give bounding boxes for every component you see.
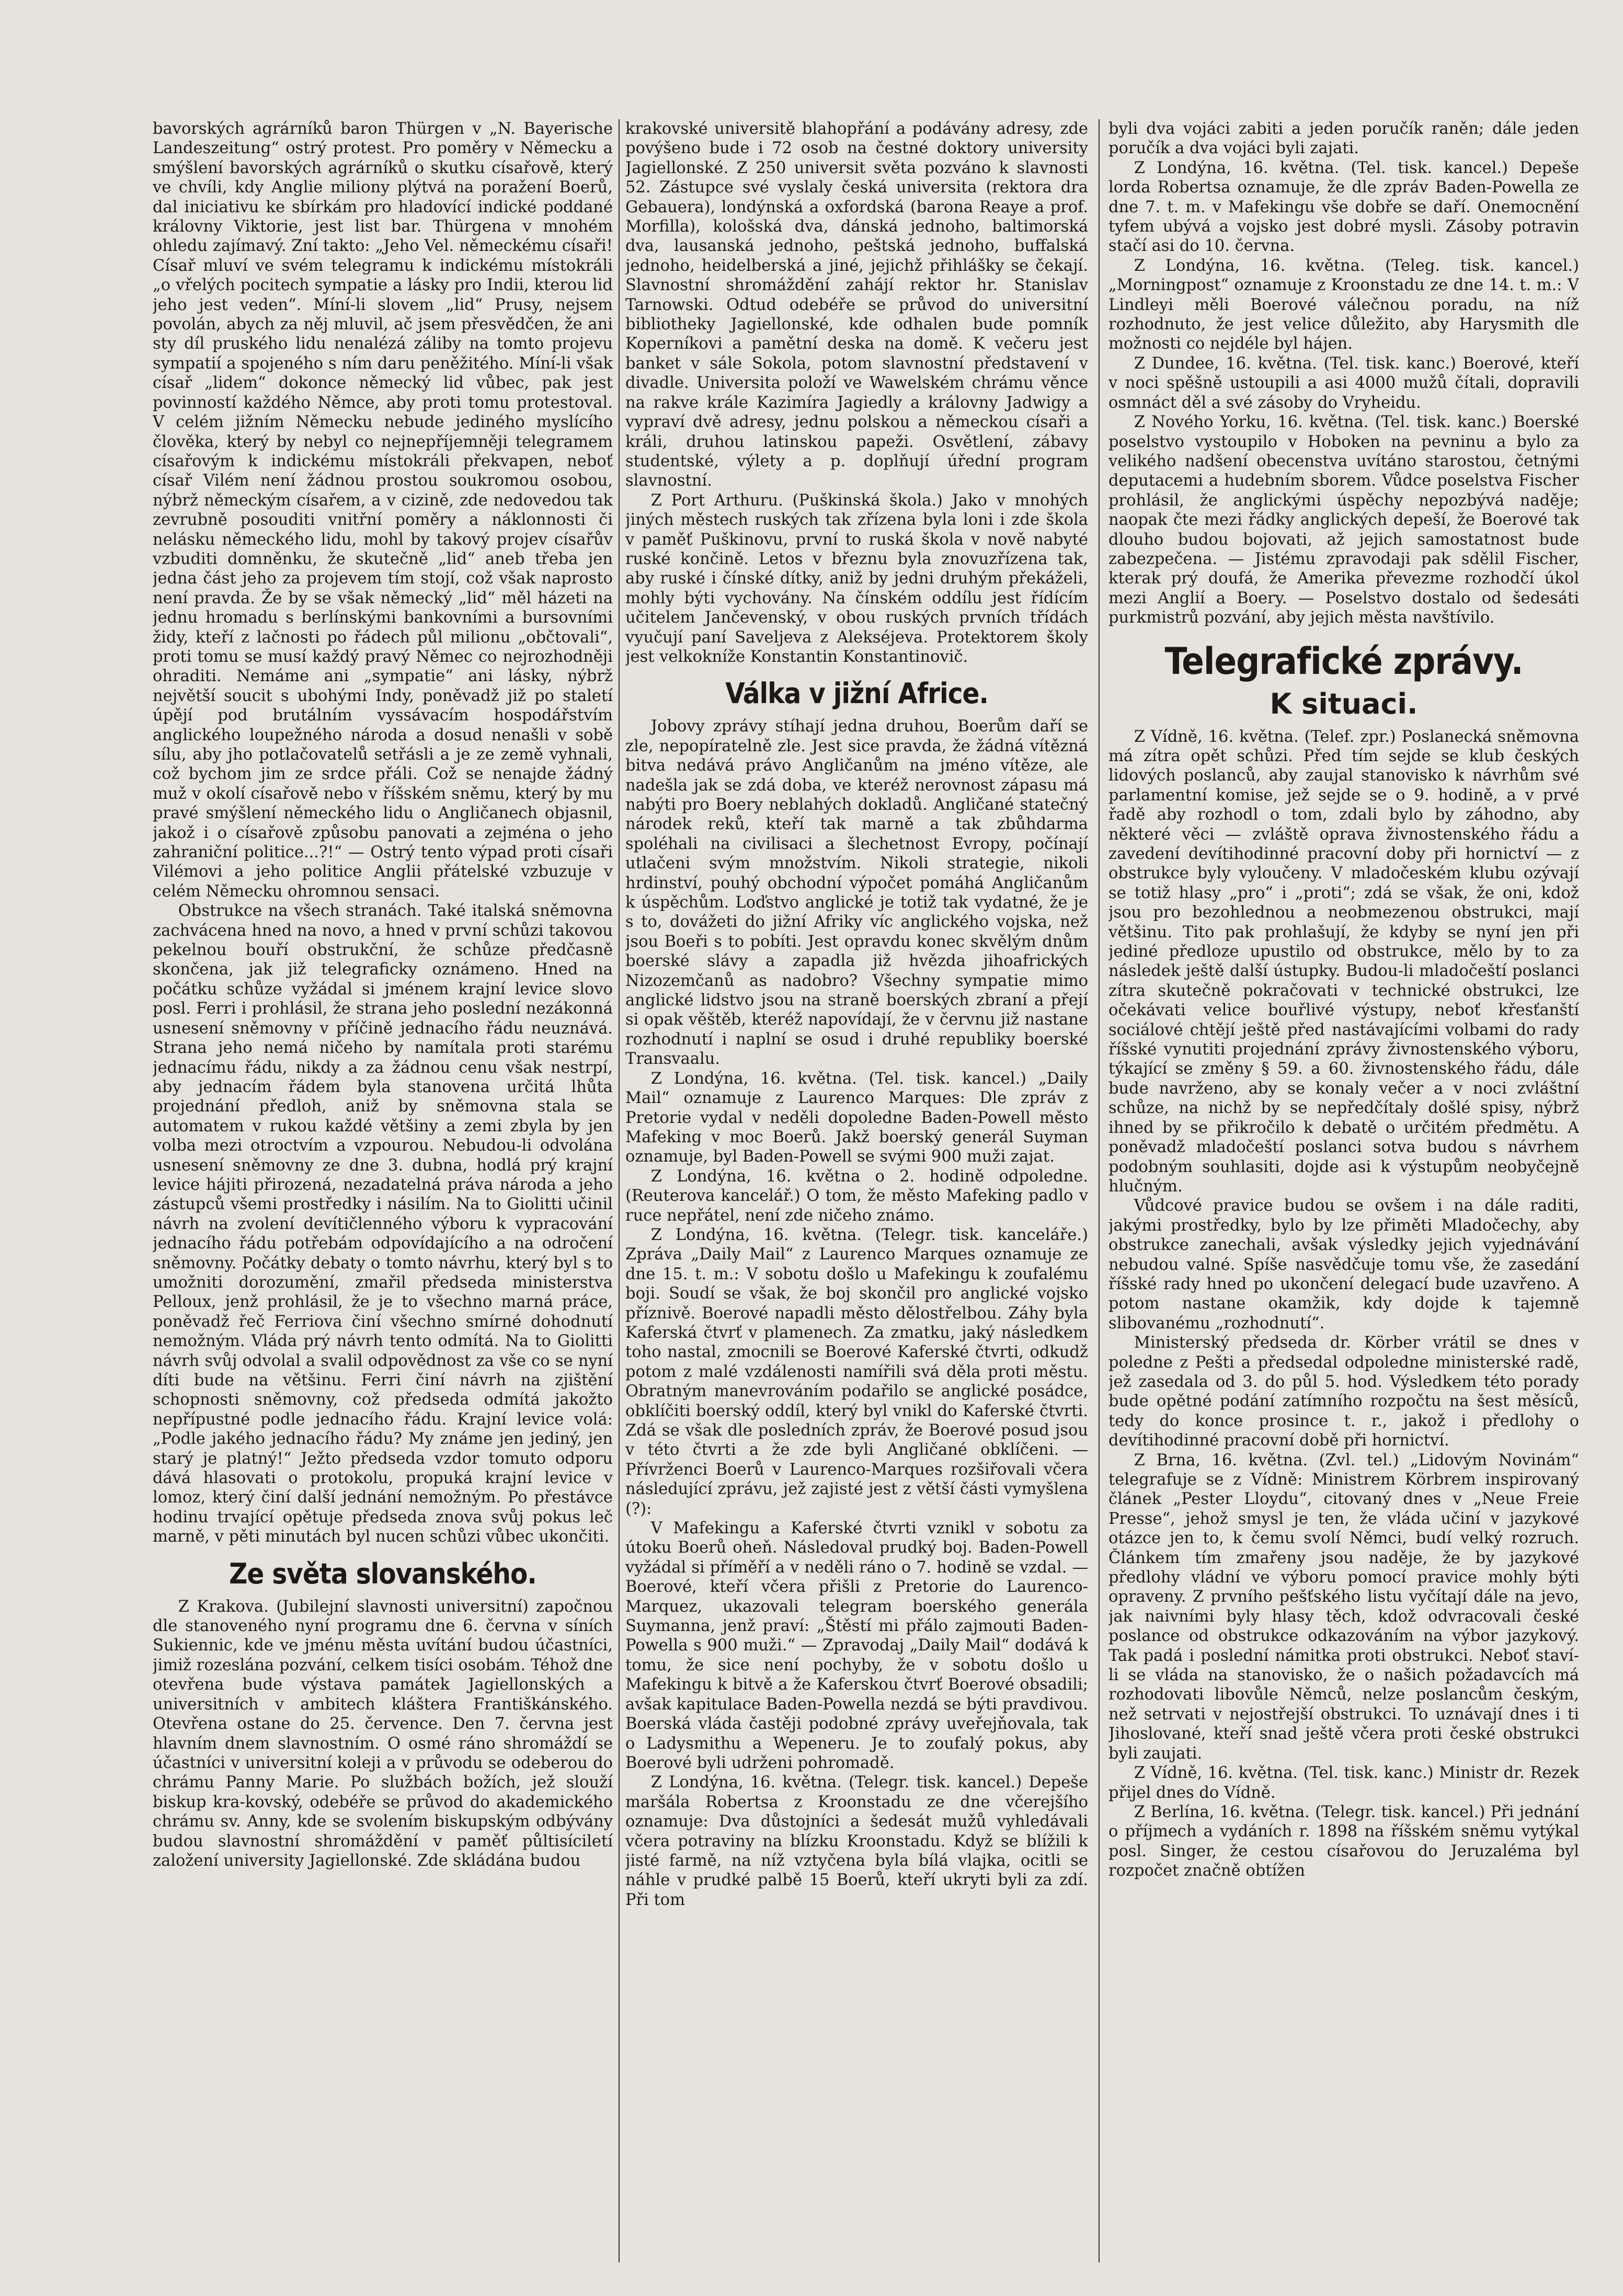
section-subheading: K situaci.: [1270, 687, 1418, 720]
dispatch-paragraph: Z Berlína, 16. května. (Telegr. tisk. kancel.) Při jednání o příjmech a vydáních r. 1898 na říšském sněmu vytýkal posl. Singer, že cestou císařovou do Jeruzaléma byl rozpočet značně obtížen: [1108, 1803, 1579, 1880]
article-paragraph: Vůdcové pravice budou se ovšem i na dále raditi, jakými prostředky, bylo by lze přiměti Mladočechy, aby obstrukce zanechali, avšak výsledky jejich vyjednávání nebudou valné. Spíše nasvědčuje tomu vše, že zasedání říšské rady hned po ukončení delegací bude uzavřeno. A potom nastane okamžik, kdy dojde k tajemně slibovanému „rozhodnutí“.: [1108, 1197, 1579, 1333]
article-paragraph: Z Port Arthuru. (Puškinská škola.) Jako v mnohých jiných městech ruských tak zřízena byla loni i zde škola v paměť Puškinovu, první to ruská škola v nově nabyté ruské končině. Letos v březnu byla znovuzřízena tak, aby ruské i čínské dítky, aniž by jedni druhým překáželi, mohly býti vychovány. Na čínském oddílu jest řídícím učitelem Jančevenský, v obou ruských prvních třídách vyučují paní Saveljeva z Alekséjeva. Protektorem školy jest velkokníže Konstantin Konstantinovič.: [625, 491, 1088, 666]
article-paragraph: bavorských agrárníků baron Thürgen v „N. Bayerische Landeszeitung“ ostrý protest. Pro poměry v Německu a smýšlení bavorských agrárníků o skutku císařově, který ve chvíli, kdy Anglie miliony plýtvá na poražení Boerů, dal iniciativu ke sbírkám pro hladovící indické poddané královny Viktorie, jest list bar. Thürgena v mnohém ohledu zajímavý. Zní takto: „Jeho Vel. německému císaři! Císař mluví ve svém telegramu k indickému místokráli „o vřelých pocitech sympatie a lásky pro Indii, kterou lid jeho jest veden“. Míní-li slovem „lid“ Prusy, nejsem povolán, abych za něj mluvil, ač jsem přesvědčen, že ani sty díl pruského lidu nenalézá záliby na tomto projevu sympatií a spojeného s ním daru peněžitého. Míní-li však císař „lidem“ dokonce německý lid vůbec, pak jest povinností každého Němce, aby proti tomu protestoval. V celém jižním Německu nebude jediného myslícího člověka, který by nebyl co nejnepříjemněji telegramem císařovým k indickému místokráli překvapen, neboť císař Vilém není žádnou prostou soukromou osobou, nýbrž německým císařem, a v cizině, zde nedovedou tak zevrubně posouditi vnitřní poměry a náklonnosti či nelásku německého lidu, mohl by takový projev císařův vzbuditi domněnku, že skutečně „lid“ aneb třeba jen jedna část jeho za projevem tím stojí, což však naprosto není pravda. Že by se však německý „lid“ měl házeti na jednu hromadu s berlínskými bankovními a bursovními židy, kteří z lačnosti po řádech půl milionu „občtovali“, proti tomu se musí každý pravý Němec co nejrozhodněji ohraditi. Nemáme ani „sympatie“ ani lásky, nýbrž největší soucit s ubohými Indy, poněvadž již po staletí úpějí pod brutálním vyssávacím hospodářstvím anglického loupežného národa a dosud nenašli v sobě sílu, aby jho potlačovatelů setřásli a je ze země vyhnali, což bychom jim ze srdce přáli. Což se nenajde žádný muž v okolí císařově nebo v říšském sněmu, který by mu pravé smýšlení německého lidu o Angličanech objasnil, jakož i o císařově způsobu panovati a zejména o jeho zahraniční politice...?!“ — Ostrý tento výpad proti císaři Vilémovi a jeho politice Anglii přátelské vzbuzuje v celém Německu ohromnou sensaci.: [153, 120, 613, 901]
section-heading: Telegrafické zprávy.: [1164, 639, 1523, 683]
dispatch-paragraph: Z Nového Yorku, 16. května. (Tel. tisk. kanc.) Boerské poselstvo vystoupilo v Hoboken na pevninu a bylo za velikého nadšení obecenstva uvítáno starostou, četnými deputacemi a hudebním sborem. Vůdce poselstva Fischer prohlásil, že anglickými úspěchy nepozbývá naděje; naopak čte mezi řádky anglických depeší, že Boerové tak dlouho budou bojovati, až jejich samostatnost bude zabezpečena. — Jistému zpravodaji pak sdělil Fischer, kterak prý doufá, že Amerika převezme rozhodčí úkol mezi Anglií a Boery. — Poselstvo dostalo od šedesáti purkmistrů pozvání, aby jejich města navštívilo.: [1108, 413, 1579, 627]
column-rule: [1099, 119, 1100, 2263]
section-heading: Ze světa slovanského.: [229, 1557, 536, 1590]
dispatch-paragraph: Z Vídně, 16. května. (Tel. tisk. kanc.) Ministr dr. Rezek přijel dnes do Vídně.: [1108, 1764, 1579, 1802]
section-heading: Válka v jižní Africe.: [725, 677, 988, 710]
column-2: [625, 119, 1088, 2263]
column-1: [153, 119, 613, 2263]
dispatch-paragraph: Z Brna, 16. května. (Zvl. tel.) „Lidovým Novinám“ telegrafuje se z Vídně: Ministrem Körbrem inspirovaný článek „Pester Lloydu“, citovaný dnes v „Neue Freie Presse“, jehož smysl je ten, že vláda učiní v jazykové otázce jen to, k čemu svolí Němci, budí velký rozruch. Článkem tím zmařeny jsou naděje, že by jazykové předlohy vládní ve výboru pomocí pravice mohly býti opraveny. Z prvního pešťského listu vyčítají dále na jevo, jak naivními byly hlasy těch, kdož odvracovali české poslance od obstrukce odkazováním na výbor jazykový. Tak padá i poslední námitka proti obstrukci. Neboť staví-li se vláda na stanovisko, že o našich požadavcích má rozhodovati libovůle Němců, nelze poslancům českým, než setrvati v nejostřejší obstrukci. To uznávají dnes i ti Jihoslované, kteří snad ještě včera proti české obstrukci byli zaujati.: [1108, 1451, 1579, 1763]
dispatch-paragraph: Z Dundee, 16. května. (Tel. tisk. kanc.) Boerové, kteří v noci spěšně ustoupili a asi 4000 mužů čítali, dopravili osmnáct děl a své zásoby do Vryheidu.: [1108, 354, 1579, 412]
article-paragraph: Ministerský předseda dr. Körber vrátil se dnes v poledne z Pešti a předsedal odpoledne ministerské radě, jež zasedala od 3. do půl 5. hod. Výsledkem této porady bude opětné podání zatímního rozpočtu na šest měsíců, tedy do konce prosince t. r., jakož i předlohy o devítihodinné pracovní době při hornictví.: [1108, 1334, 1579, 1450]
dispatch-paragraph: Z Londýna, 16. května. (Telegr. tisk. kanceláře.) Zpráva „Daily Mail“ z Laurenco Marques oznamuje ze dne 15. t. m.: V sobotu došlo u Mafekingu k zoufalému boji. Soudí se však, že boj skončil pro anglické vojsko příznivě. Boerové napadli město dělostřelbou. Záhy byla Kaferská čtvrť v plamenech. Za zmatku, jaký následkem toho nastal, zmocnili se Boerové Kaferské čtvrti, odkudž potom z malé vzdálenosti namířili svá děla proti městu. Obratným manevrováním podařilo se anglické posádce, obklíčiti boerský oddíl, který byl vnikl do Kaferské čtvrti. Zdá se však dle posledních zpráv, že Boerové posud jsou v této čtvrti a že zde byli Angličané obklíčeni. — Přívrženci Boerů v Laurenco-Marques rozšiřovali včera následující zprávu, jež zajisté jest z větší části vymyšlena (?):: [625, 1225, 1088, 1518]
dispatch-paragraph: Z Londýna, 16. května. (Teleg. tisk. kancel.) „Morningpost“ oznamuje z Kroonstadu ze dne 14. t. m.: V Lindleyi měli Boerové válečnou poradu, na níž rozhodnuto, že jest velice důležito, aby Harysmith dle možnosti co nejdéle byl hájen.: [1108, 256, 1579, 353]
article-paragraph: krakovské universitě blahopřání a podávány adresy, zde povýšeno bude i 72 osob na čestné doktory university Jagiellonské. Z 250 universit světa pozváno k slavnosti 52. Zástupce své vyslaly česká universita (rektora dra Gebauera), londýnská a oxfordská (barona Reaye a prof. Morfilla), kološská dva, dánská jednoho, baltimorská dva, lausanská jednoho, peštská jednoho, buffalská jednoho, heidelberská a jiné, jejichž přihlášky se čekají. Slavnostní shromáždění zahájí rektor hr. Stanislav Tarnowski. Odtud odebéře se průvod do universitní bibliotheky Jagiellonské, kde odhalen bude pomník Koperníkovi a pamětní deska na domě. K večeru jest banket v sále Sokola, potom slavnostní představení v divadle. Universita položí ve Wawelském chrámu věnce na rakve krále Kazimíra Jagiedly a královny Jadwigy a vypraví dvě adresy, jednu polskou a německou císaři a králi, druhou latinskou papeži. Osvětlení, zábavy studentské, výlety a p. doplňují úřední program slavnostní.: [625, 120, 1088, 490]
dispatch-paragraph: Z Vídně, 16. května. (Telef. zpr.) Poslanecká sněmovna má zítra opět schůzi. Před tím sejde se klub českých lidových poslanců, aby zaujal stanovisko k návrhům své parlamentní komise, jež sejde se o 9. hodině, a v prvé řadě aby rozhodl o tom, zdali bylo by záhodno, aby některé věci — zvláště oprava živnostenského řádu a zavedení devítihodinné pracovní doby při hornictví — z obstrukce byly vyloučeny. V mladočeském klubu ozývají se totiž hlasy „pro“ i „proti“; zdá se však, že oni, kdož jsou pro bezohlednou a neobmezenou obstrukci, mají většinu. Tito pak prohlašují, že kdyby se nyní jen při jediné předloze upustilo od obstrukce, mělo by to za následek ještě další ústupky. Budou-li mladočeští poslanci zítra skutečně pokračovati v technické obstrukci, lze očekávati velice bouřlivé výstupy, neboť křesťanští sociálové chtějí ještě před nastávajícími volbami do rady říšské vynutiti projednání zprávy živnostenského výboru, týkající se změny § 59. a 60. živnostenského řádu, dále bude navrženo, aby se konaly večer a v noci zvláštní schůze, na nichž by se nepředčítaly došlé spisy, nýbrž ihned by se přikročilo k debatě o určitém předmětu. A poněvadž mladočeští poslanci sotva budou s návrhem podobným souhlasiti, dojde asi k výstupům neobyčejně hlučným.: [1108, 727, 1579, 1196]
dispatch-paragraph: Z Londýna, 16. května o 2. hodině odpoledne. (Reuterova kancelář.) O tom, že město Mafeking padlo v ruce nepřátel, není zde ničeho známo.: [625, 1167, 1088, 1225]
article-paragraph: Jobovy zprávy stíhají jedna druhou, Boerům daří se zle, nepopíratelně zle. Jest sice pravda, že žádná vítězná bitva nedává právo Angličanům na jméno vítěze, ale nadešla jak se zdá doba, ve kteréž nerovnost zápasu má nabýti pro Boery neblahých dokladů. Angličané statečný národek reků, kteří tak marně a tak zbůhdarma spoléhali na civilisaci a šlechetnost Evropy, počínají utlačeni svým množstvím. Nikoli strategie, nikoli hrdinství, pouhý obchodní výpočet pomáhá Angličanům k úspěchům. Loďstvo anglické je totiž tak vydatné, že je s to, dovážeti do jižní Afriky víc anglického vojska, než jsou Boeři s to pobíti. Jest opravdu konec skvělým dnům boerské slávy a zapadla již hvězda jihoafrických Nizozemčanů as nadobro? Všechny sympatie mimo anglické lidstvo jsou na straně boerských zbraní a přejí si opak věštěb, kteréž napovídají, že v červnu již nastane rozhodnutí i naplní se osud i druhé republiky boerské Transvaalu.: [625, 717, 1088, 1069]
dispatch-paragraph: Z Londýna, 16. května. (Tel. tisk. kancel.) „Daily Mail“ oznamuje z Laurenco Marques: Dle zpráv z Pretorie vydal v neděli dopoledne Baden-Powell město Mafeking v moc Boerů. Jakž boerský generál Suyman oznamuje, byl Baden-Powell se svými 900 muži zajat.: [625, 1069, 1088, 1166]
dispatch-paragraph: byli dva vojáci zabiti a jeden poručík raněn; dále jeden poručík a dva vojáci byli zajati.: [1108, 120, 1579, 158]
column-rule: [619, 119, 620, 2263]
dispatch-paragraph: Z Londýna, 16. května. (Telegr. tisk. kancel.) Depeše maršála Robertsa z Kroonstadu ze dne včerejšího oznamuje: Dva důstojníci a šedesát mužů vyhledávali včera potraviny na blízku Kroonstadu. Když se blížili k jisté farmě, na níž vztyčena byla bílá vlajka, ocitli se náhle v prudké palbě 15 Boerů, kteří ukryti byli za zdí. Při tom: [625, 1773, 1088, 1909]
article-paragraph: Z Krakova. (Jubilejní slavnosti universitní) započnou dle stanoveného nyní programu dne 6. června v síních Sukiennic, kde ve jménu města uvítání budou účastníci, jimiž rozeslána pozvání, celkem tisíci osobám. Téhož dne otevřena bude výstava památek Jagiellonských a universitních v ambitech kláštera Františkánského. Otevřena ostane do 25. července. Den 7. června jest hlavním dnem slavnostním. O osmé ráno shromáždí se účastníci v universitní koleji a v průvodu se odeberou do chrámu Panny Marie. Po službách božích, jež slouží biskup kra-kovský, odebéře se průvod do akademického chrámu sv. Anny, kde se svolením biskupským odbývány budou slavnostní shromáždění v paměť půltisíciletí založení university Jagiellonské. Zde skládána budou: [153, 1597, 613, 1870]
dispatch-paragraph: V Mafekingu a Kaferské čtvrti vznikl v sobotu za útoku Boerů oheň. Následoval prudký boj. Baden-Powell vyžádal si příměří a v neděli ráno o 7. hodině se vzdal. — Boerové, kteří včera přišli z Pretorie do Laurenco-Marquez, ukazovali telegram boerského generála Suymanna, jenž praví: „Štěstí mi přálo zajmouti Baden-Powella s 900 muži.“ — Zpravodaj „Daily Mail“ dodává k tomu, že sice není pochyby, že v sobotu došlo u Mafekingu k bitvě a že Kaferskou čtvrť Boerové obsadili; avšak kapitulace Baden-Powella nezdá se býti pravdivou. Boerská vláda častěji podobné zprávy uveřejňovala, tak o Ladysmithu a Wepeneru. Je to zoufalý pokus, aby Boerové byli udrženi pohromadě.: [625, 1519, 1088, 1772]
article-paragraph: Obstrukce na všech stranách. Také italská sněmovna zachvácena hned na novo, a hned v první schůzi takovou pekelnou bouří obstrukční, že schůze předčasně skončena, jak již telegraficky oznámeno. Hned na počátku schůze vyžádal si jménem krajní levice slovo posl. Ferri i prohlásil, že strana jeho poslední nezákonná usnesení sněmovny v příčině jednacího řádu neuznává. Strana jeho nemá ničeho by namítala proti starému jednacímu řádu, nikdy a za žádnou cenu však nestrpí, aby jednacím řádem byla stanovena určitá lhůta projednání předloh, aniž by sněmovna stala se automatem v rukou každé většiny a zemi zbyla by jen volba mezi otroctvím a vzpourou. Nebudou-li odvolána usnesení sněmovny ze dne 3. dubna, hodlá prý krajní levice hájiti přirozená, nezadatelná práva národa a jeho zástupců všemi prostředky i násilím. Na to Giolitti učinil návrh na zvolení devítičlenného výboru k vypracování jednacího řádu potřebám odpovídajícího a na odročení sněmovny. Počátky debaty o tomto návrhu, který byl s to umožniti dorozumění, zmařil předseda ministerstva Pelloux, jenž prohlásil, že je to všechno marná práce, poněvadž řeč Ferriova činí všechno smírné dohodnutí nemožným. Vláda prý návrh tento odmítá. Na to Giolitti návrh svůj odvolal a svalil odpovědnost za vše co se nyní díti bude na většinu. Ferri činí návrh na zjištění schopnosti sněmovny, což předseda odmítá jakožto nepřípustné podle jednacího řádu. Krajní levice volá: „Podle jakého jednacího řádu? My známe jen jediný, jen starý je platný!“ Ježto předseda vzdor tomuto odporu dává hlasovati o protokolu, propuká krajní levice v lomoz, který činí další jednání nemožným. Po přestávce hodinu trvající opětuje předseda znova svůj pokus leč marně, v pěti minutách byl nucen schůzi vůbec ukončiti.: [153, 902, 613, 1546]
dispatch-paragraph: Z Londýna, 16. května. (Tel. tisk. kancel.) Depeše lorda Robertsa oznamuje, že dle zpráv Baden-Powella ze dne 7. t. m. v Mafekingu vše dobře se daří. Onemocnění tyfem ubývá a vojsko jest dobré mysli. Zásoby potravin stačí asi do 10. června.: [1108, 158, 1579, 256]
column-3: [1108, 119, 1579, 2263]
